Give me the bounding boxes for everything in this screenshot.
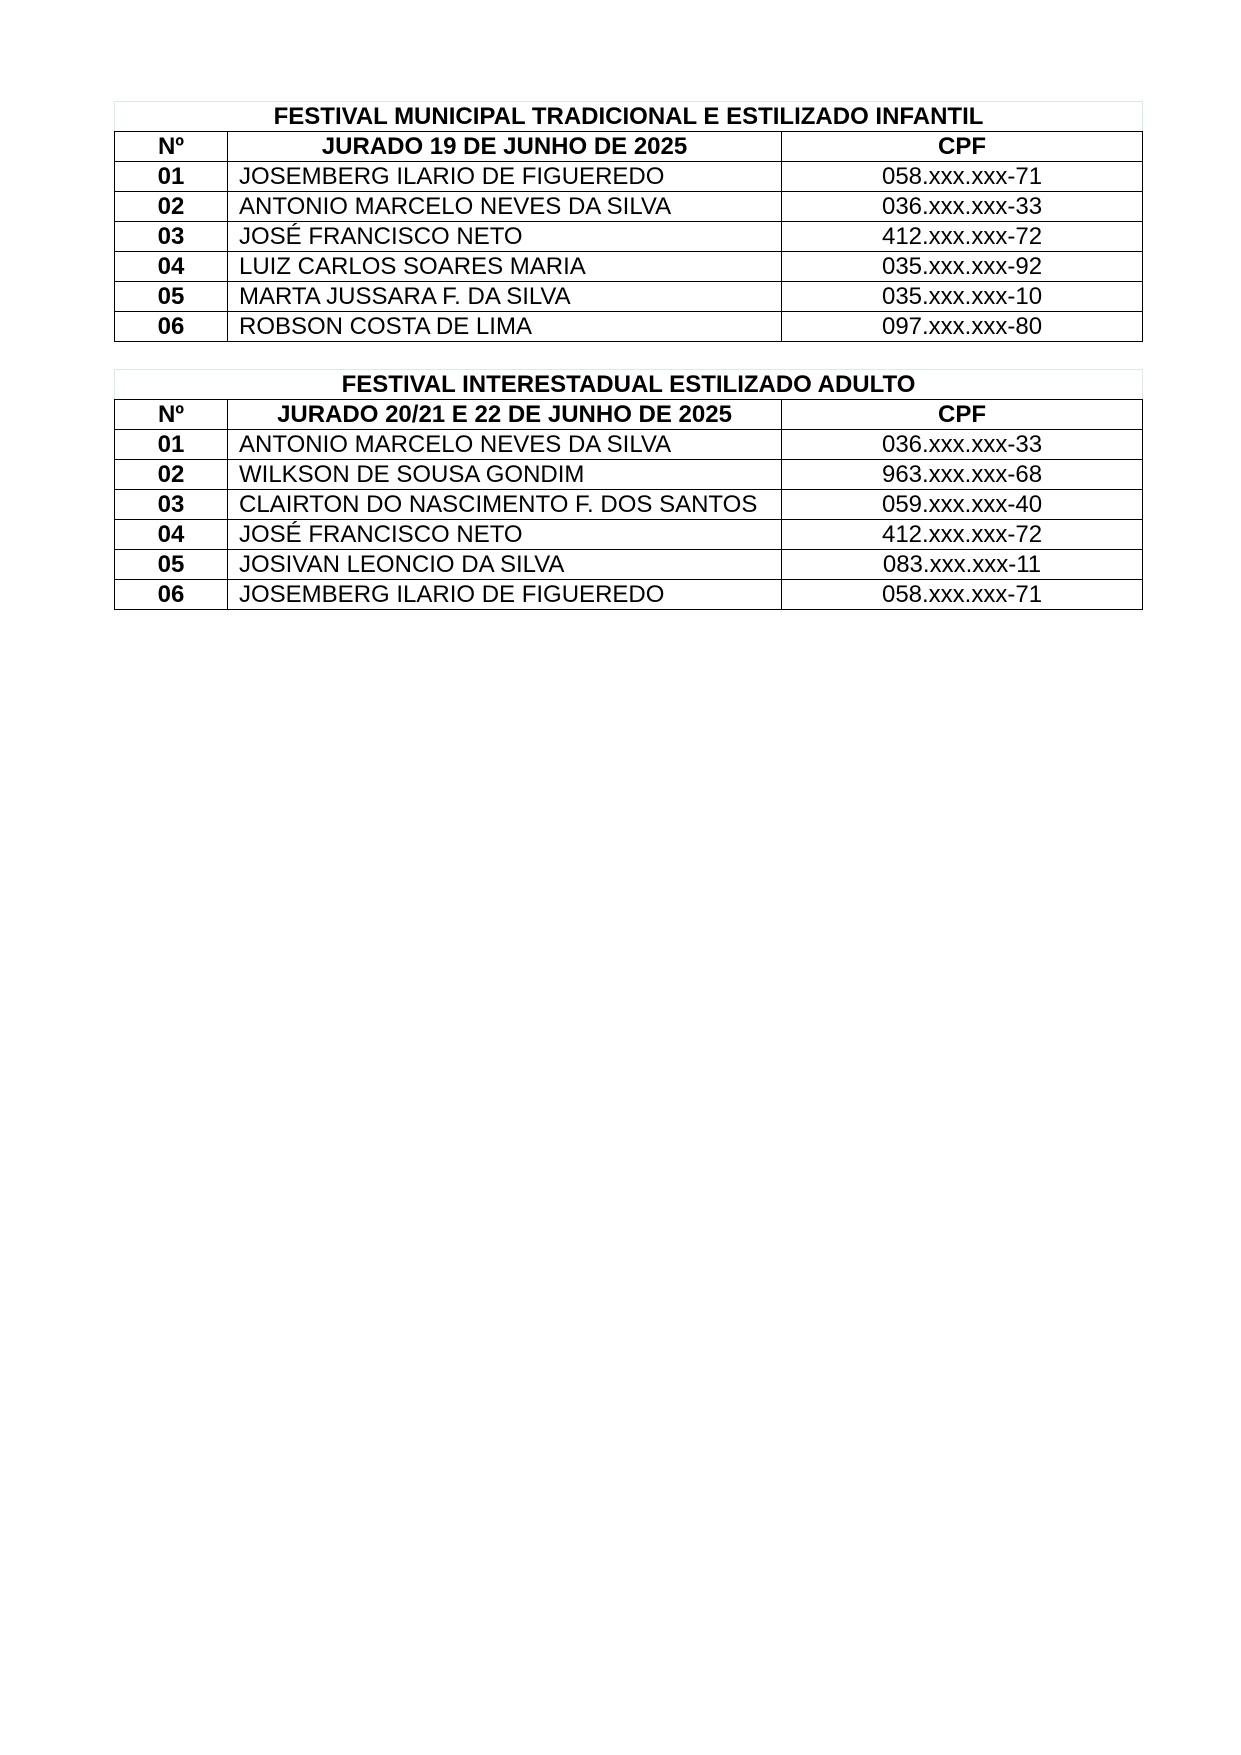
jury-name: JOSIVAN LEONCIO DA SILVA — [228, 550, 782, 580]
jury-name: JOSEMBERG ILARIO DE FIGUEREDO — [228, 162, 782, 192]
table-row — [115, 580, 1143, 610]
jury-cpf: 058.xxx.xxx-71 — [782, 162, 1143, 192]
row-number: 02 — [115, 192, 228, 222]
column-header-cpf: CPF — [782, 400, 1143, 430]
jury-cpf: 412.xxx.xxx-72 — [782, 222, 1143, 252]
table-row — [115, 192, 1143, 222]
column-header-number: Nº — [115, 400, 228, 430]
jury-cpf: 035.xxx.xxx-10 — [782, 282, 1143, 312]
table-row — [115, 490, 1143, 520]
table-row — [115, 252, 1143, 282]
table-title: FESTIVAL MUNICIPAL TRADICIONAL E ESTILIZADO INFANTIL — [115, 102, 1143, 132]
column-header-jury: JURADO 20/21 E 22 DE JUNHO DE 2025 — [228, 400, 782, 430]
table-title: FESTIVAL INTERESTADUAL ESTILIZADO ADULTO — [115, 370, 1143, 400]
jury-cpf: 036.xxx.xxx-33 — [782, 192, 1143, 222]
jury-cpf: 059.xxx.xxx-40 — [782, 490, 1143, 520]
jury-name: LUIZ CARLOS SOARES MARIA — [228, 252, 782, 282]
table-row — [115, 460, 1143, 490]
column-header-jury: JURADO 19 DE JUNHO DE 2025 — [228, 132, 782, 162]
table-row — [115, 550, 1143, 580]
jury-cpf: 035.xxx.xxx-92 — [782, 252, 1143, 282]
row-number: 01 — [115, 430, 228, 460]
row-number: 03 — [115, 222, 228, 252]
jury-table-infantil — [114, 101, 1143, 342]
row-number: 06 — [115, 312, 228, 342]
jury-cpf: 058.xxx.xxx-71 — [782, 580, 1143, 610]
table-row — [115, 430, 1143, 460]
jury-name: ROBSON COSTA DE LIMA — [228, 312, 782, 342]
table-row — [115, 312, 1143, 342]
jury-name: CLAIRTON DO NASCIMENTO F. DOS SANTOS — [228, 490, 782, 520]
row-number: 01 — [115, 162, 228, 192]
jury-cpf: 097.xxx.xxx-80 — [782, 312, 1143, 342]
jury-cpf: 036.xxx.xxx-33 — [782, 430, 1143, 460]
row-number: 02 — [115, 460, 228, 490]
table-row — [115, 162, 1143, 192]
jury-name: JOSEMBERG ILARIO DE FIGUEREDO — [228, 580, 782, 610]
jury-cpf: 963.xxx.xxx-68 — [782, 460, 1143, 490]
column-header-number: Nº — [115, 132, 228, 162]
jury-cpf: 083.xxx.xxx-11 — [782, 550, 1143, 580]
jury-name: ANTONIO MARCELO NEVES DA SILVA — [228, 430, 782, 460]
column-header-cpf: CPF — [782, 132, 1143, 162]
jury-name: JOSÉ FRANCISCO NETO — [228, 222, 782, 252]
jury-table-adulto — [114, 369, 1143, 610]
row-number: 05 — [115, 282, 228, 312]
jury-name: ANTONIO MARCELO NEVES DA SILVA — [228, 192, 782, 222]
table-row — [115, 222, 1143, 252]
row-number: 04 — [115, 520, 228, 550]
row-number: 05 — [115, 550, 228, 580]
jury-name: JOSÉ FRANCISCO NETO — [228, 520, 782, 550]
table-row — [115, 282, 1143, 312]
table-row — [115, 520, 1143, 550]
jury-cpf: 412.xxx.xxx-72 — [782, 520, 1143, 550]
jury-name: WILKSON DE SOUSA GONDIM — [228, 460, 782, 490]
row-number: 04 — [115, 252, 228, 282]
row-number: 03 — [115, 490, 228, 520]
row-number: 06 — [115, 580, 228, 610]
jury-name: MARTA JUSSARA F. DA SILVA — [228, 282, 782, 312]
